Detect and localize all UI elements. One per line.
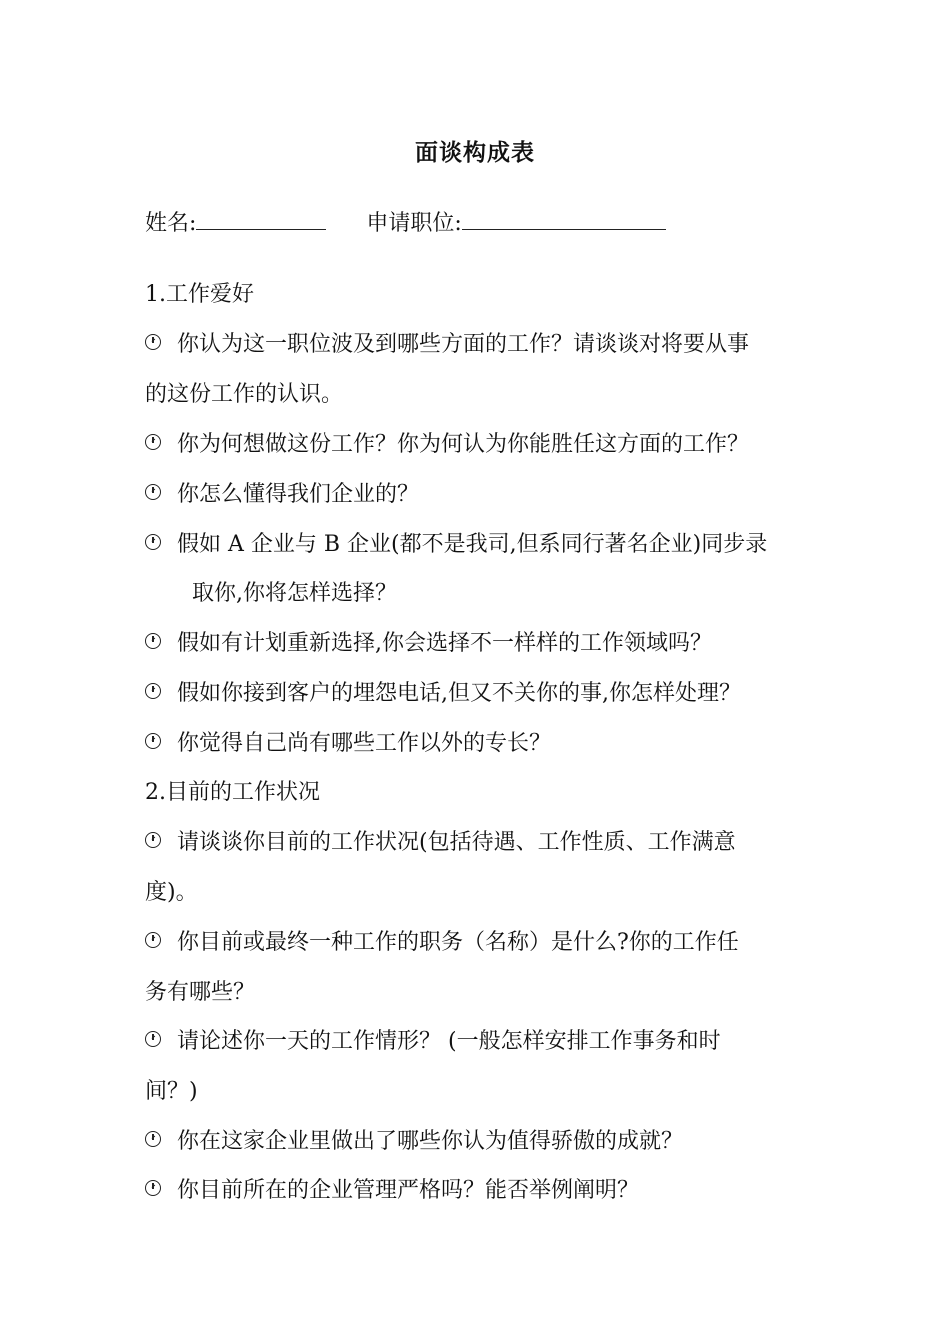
clock-bullet-icon <box>145 434 161 450</box>
list-item-text: 你认为这一职位波及到哪些方面的工作？请谈谈对将要从事 <box>177 332 750 357</box>
clock-bullet-icon <box>145 1180 161 1196</box>
clock-bullet-icon <box>145 1031 161 1047</box>
clock-bullet-icon <box>145 733 161 749</box>
list-item-continuation: 度)。 <box>145 880 198 905</box>
list-item-text: 假如 A 企业与 B 企业(都不是我司,但系同行著名企业)同步录 <box>177 532 768 557</box>
list-item <box>145 1127 683 1157</box>
list-item <box>145 1176 639 1206</box>
list-item-text: 请论述你一天的工作情形？ (一般怎样安排工作事务和时 <box>177 1029 721 1054</box>
list-item <box>145 330 749 360</box>
list-item <box>145 430 749 460</box>
list-item <box>145 828 736 858</box>
list-item-text: 你觉得自己尚有哪些工作以外的专长？ <box>177 731 552 756</box>
position-label: 申请职位: <box>366 211 462 236</box>
name-label: 姓名: <box>145 211 197 236</box>
section-heading: 2.目前的工作状况 <box>145 780 320 805</box>
name-blank[interactable] <box>196 209 326 230</box>
list-item-text: 你在这家企业里做出了哪些你认为值得骄傲的成就？ <box>177 1129 684 1154</box>
list-item <box>145 679 741 709</box>
clock-bullet-icon <box>145 633 161 649</box>
section-heading: 1.工作爱好 <box>145 282 254 307</box>
list-item-continuation: 务有哪些？ <box>145 980 256 1005</box>
clock-bullet-icon <box>145 534 161 550</box>
clock-bullet-icon <box>145 832 161 848</box>
document-title: 面谈构成表 <box>415 139 535 166</box>
position-blank[interactable] <box>462 209 666 230</box>
list-item <box>145 629 712 659</box>
list-item <box>145 1027 721 1057</box>
list-item-text: 你目前或最终一种工作的职务（名称）是什么?你的工作任 <box>177 930 739 955</box>
applicant-info-line <box>145 206 666 237</box>
clock-bullet-icon <box>145 1131 161 1147</box>
list-item-text: 请谈谈你目前的工作状况(包括待遇、工作性质、工作满意 <box>177 830 736 855</box>
list-item <box>145 530 767 560</box>
list-item-text: 你怎么懂得我们企业的？ <box>177 482 420 507</box>
list-item-continuation: 取你,你将怎样选择？ <box>192 581 397 606</box>
list-item <box>145 729 551 759</box>
list-item-continuation: 的这份工作的认识。 <box>145 382 344 407</box>
list-item-text: 假如你接到客户的埋怨电话,但又不关你的事,你怎样处理？ <box>177 681 741 706</box>
clock-bullet-icon <box>145 484 161 500</box>
clock-bullet-icon <box>145 683 161 699</box>
list-item-continuation: 间？) <box>145 1079 198 1104</box>
list-item <box>145 480 419 510</box>
clock-bullet-icon <box>145 334 161 350</box>
list-item-text: 假如有计划重新选择,你会选择不一样样的工作领域吗？ <box>177 631 712 656</box>
clock-bullet-icon <box>145 932 161 948</box>
list-item-text: 你为何想做这份工作？你为何认为你能胜任这方面的工作？ <box>177 432 750 457</box>
list-item <box>145 928 739 958</box>
list-item-text: 你目前所在的企业管理严格吗？能否举例阐明？ <box>177 1178 640 1203</box>
